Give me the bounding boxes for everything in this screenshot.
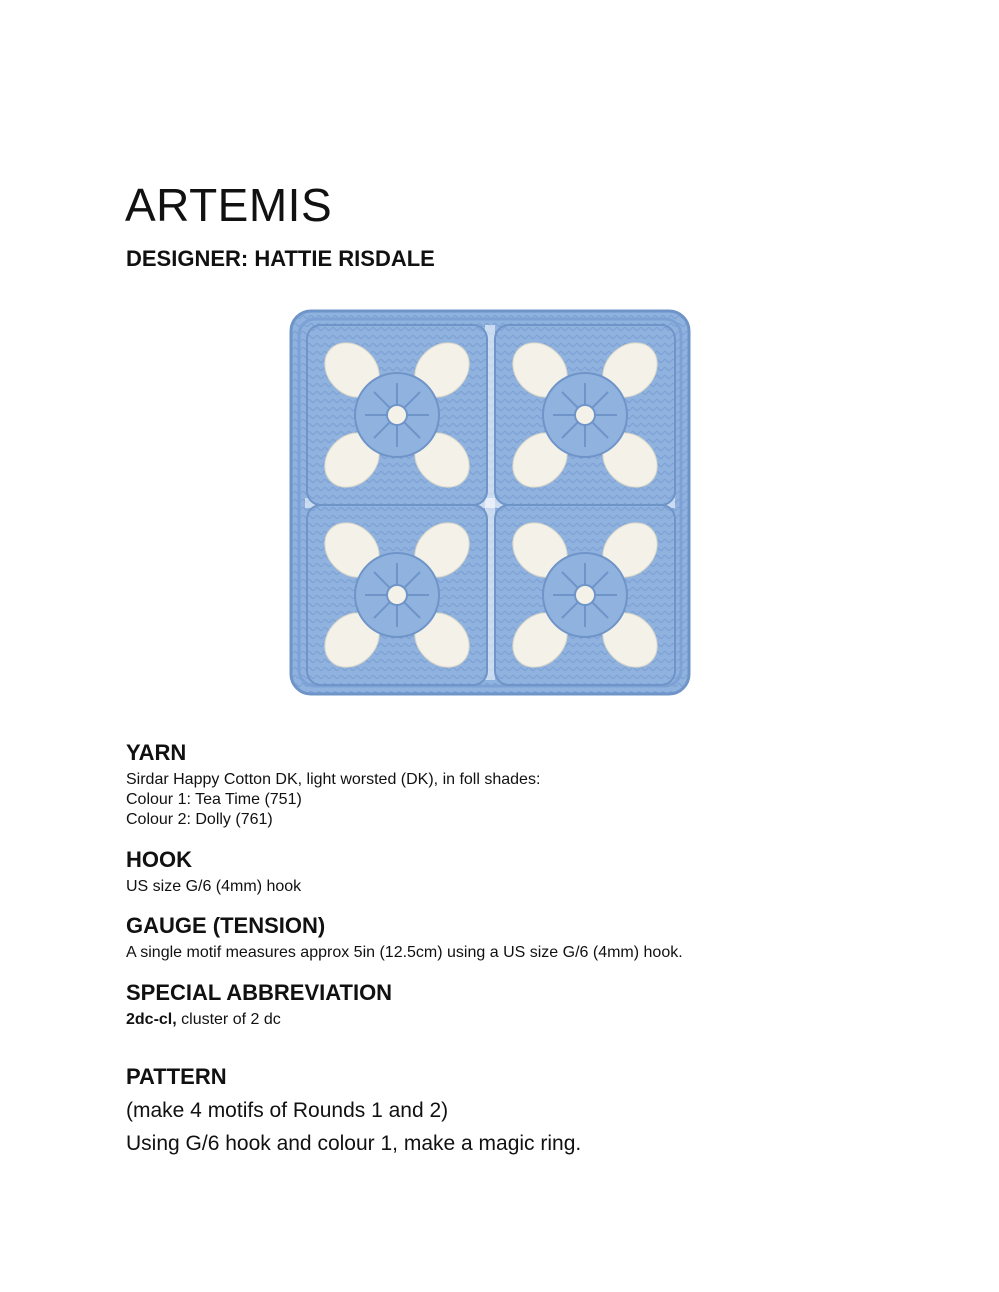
abbreviation-definition: cluster of 2 dc <box>176 1011 281 1028</box>
yarn-heading: YARN <box>126 740 187 765</box>
pattern-line: Using G/6 hook and colour 1, make a magic ring. <box>126 1132 582 1155</box>
pattern-line: (make 4 motifs of Rounds 1 and 2) <box>126 1099 449 1122</box>
hook-text: US size G/6 (4mm) hook <box>126 878 302 895</box>
gauge-text: A single motif measures approx 5in (12.5cm) using a US size G/6 (4mm) hook. <box>126 944 683 961</box>
gauge-heading: GAUGE (TENSION) <box>126 913 326 938</box>
hook-section <box>126 847 886 897</box>
abbreviation-entry <box>126 1010 886 1030</box>
yarn-line: Colour 1: Tea Time (751) <box>126 791 302 808</box>
pattern-section <box>126 1064 886 1160</box>
gauge-section <box>126 913 886 963</box>
special-abbreviation-section <box>126 980 886 1030</box>
hook-heading: HOOK <box>126 847 192 872</box>
abbreviation-term: 2dc-cl, <box>126 1011 177 1028</box>
crochet-square-photo <box>285 305 695 700</box>
designer-credit: DESIGNER: HATTIE RISDALE <box>126 246 435 271</box>
pattern-title: ARTEMIS <box>125 179 333 231</box>
special-abbreviation-heading: SPECIAL ABBREVIATION <box>126 980 393 1005</box>
yarn-line: Colour 2: Dolly (761) <box>126 811 273 828</box>
pattern-heading: PATTERN <box>126 1064 227 1089</box>
yarn-line: Sirdar Happy Cotton DK, light worsted (DK), in foll shades: <box>126 771 541 788</box>
yarn-section <box>126 740 886 830</box>
